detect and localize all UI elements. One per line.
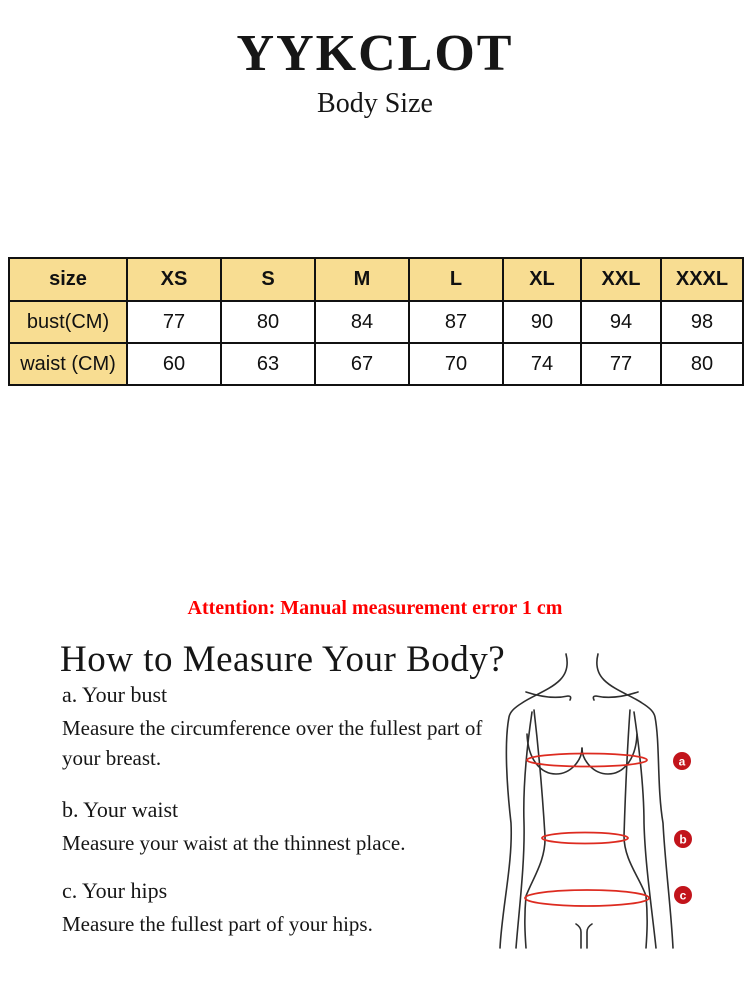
waist-measure-line (542, 833, 628, 844)
size-table-cell: 87 (409, 301, 503, 343)
size-table-cell: 77 (127, 301, 221, 343)
size-table-head (9, 258, 743, 301)
page-subtitle: Body Size (317, 88, 433, 119)
size-table-cell: 77 (581, 343, 661, 385)
size-table-cell: 84 (315, 301, 409, 343)
body-outline (500, 654, 673, 948)
size-table-column-header: XXXL (661, 258, 743, 301)
size-table-column-header: size (9, 258, 127, 301)
marker-c-letter: c (679, 888, 687, 903)
body-outline-illustration (494, 648, 710, 956)
size-table-cell: 98 (661, 301, 743, 343)
size-table-cell: 63 (221, 343, 315, 385)
size-table-cell: 94 (581, 301, 661, 343)
howto-item-hips (62, 878, 492, 939)
howto-item-bust-label: a. Your bust (62, 682, 168, 707)
size-table-cell: 70 (409, 343, 503, 385)
size-table-container (8, 257, 742, 386)
size-table-cell: 74 (503, 343, 581, 385)
attention-note: Attention: Manual measurement error 1 cm (187, 597, 563, 619)
size-table-row (9, 343, 743, 385)
size-table-cell: 67 (315, 343, 409, 385)
size-table-column-header: S (221, 258, 315, 301)
size-table-row-label: waist (CM) (9, 343, 127, 385)
bust-measure-line (527, 754, 647, 767)
size-table-body (9, 301, 743, 385)
howto-item-waist (62, 797, 492, 858)
size-table-cell: 90 (503, 301, 581, 343)
size-table-column-header: L (409, 258, 503, 301)
size-table-cell: 80 (221, 301, 315, 343)
howto-item-waist-description: Measure your waist at the thinnest place. (62, 831, 406, 855)
body-measurement-figure (494, 648, 710, 956)
brand-title: YYKCLOT (236, 25, 514, 82)
size-table-cell: 80 (661, 343, 743, 385)
howto-item-hips-description: Measure the fullest part of your hips. (62, 912, 373, 936)
size-table-row (9, 301, 743, 343)
size-table-column-header: XS (127, 258, 221, 301)
measurement-markers (673, 752, 692, 904)
size-table (8, 257, 744, 386)
howto-item-bust (62, 682, 492, 773)
howto-heading: How to Measure Your Body? (60, 639, 506, 680)
size-table-row-label: bust(CM) (9, 301, 127, 343)
size-table-column-header: XXL (581, 258, 661, 301)
howto-item-bust-description: Measure the circumference over the fullest part of your breast. (62, 716, 483, 770)
marker-b-letter: b (679, 832, 687, 847)
size-table-cell: 60 (127, 343, 221, 385)
hips-measure-line (525, 890, 649, 906)
marker-a-letter: a (678, 754, 686, 769)
size-table-column-header: M (315, 258, 409, 301)
howto-item-hips-label: c. Your hips (62, 878, 168, 903)
size-table-column-header: XL (503, 258, 581, 301)
measurement-lines (525, 754, 649, 907)
howto-item-waist-label: b. Your waist (62, 797, 179, 822)
